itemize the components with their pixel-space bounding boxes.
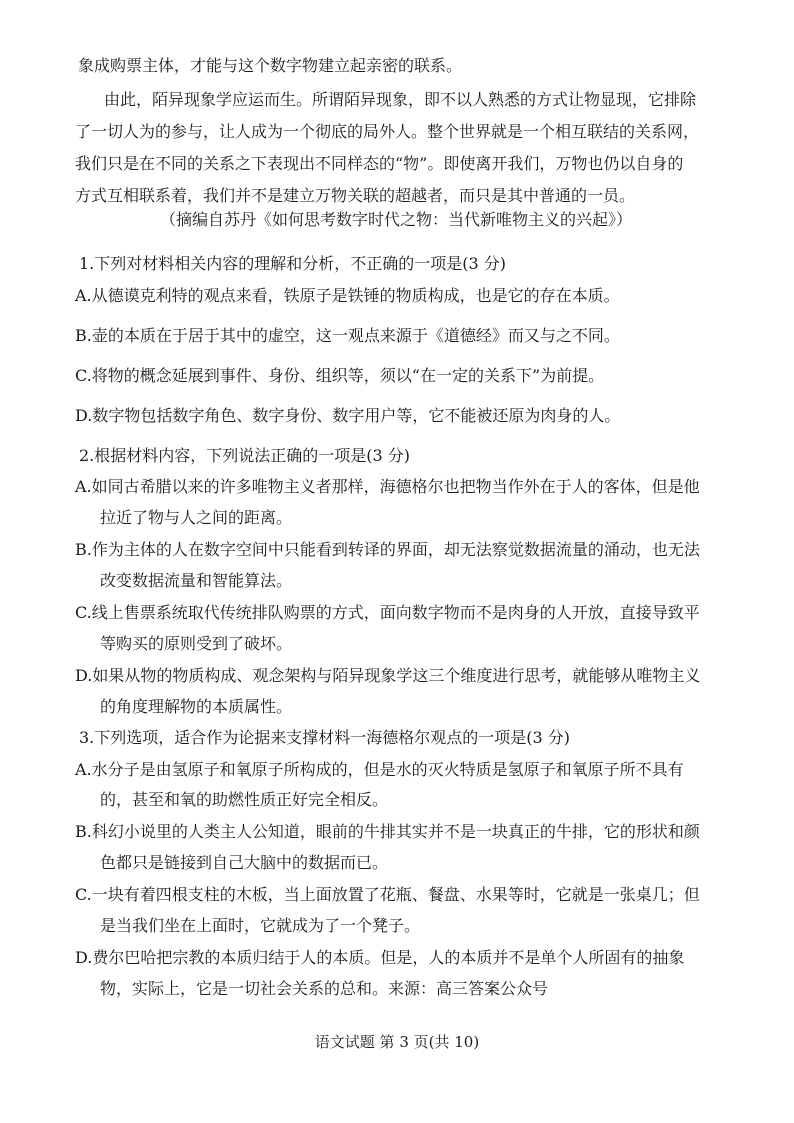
option-a-continued: 拉近了物与人之间的距离。 (100, 508, 293, 527)
passage-line: 象成购票主体，才能与这个数字物建立起亲密的联系。 (78, 56, 463, 75)
option-a-continued: 的，甚至和氧的助燃性质正好完全相反。 (100, 790, 389, 809)
option-c-continued: 是当我们坐在上面时，它就成为了一个凳子。 (100, 916, 421, 935)
question-stem: 3.下列选项，适合作为论据来支撑材料一海德格尔观点的一项是(3 分) (79, 728, 571, 747)
option-d: D.费尔巴哈把宗教的本质归结于人的本质。但是，人的本质并不是单个人所固有的抽象 (75, 948, 685, 967)
page-footer: 语文试题 第 3 页(共 10) (314, 1033, 480, 1051)
option-c: C.将物的概念延展到事件、身份、组织等，须以“在一定的关系下”为前提。 (75, 366, 605, 385)
option-b: B.科幻小说里的人类主人公知道，眼前的牛排其实并不是一块真正的牛排，它的形状和颜 (75, 822, 700, 841)
question-stem: 2.根据材料内容，下列说法正确的一项是(3 分) (79, 446, 411, 465)
option-c: C.线上售票系统取代传统排队购票的方式，面向数字物而不是肉身的人开放，直接导致平 (75, 603, 700, 622)
option-b-continued: 改变数据流量和智能算法。 (100, 571, 293, 590)
option-c: C.一块有着四根支柱的木板，当上面放置了花瓶、餐盘、水果等时，它就是一张桌几；但 (75, 885, 700, 904)
option-d-continued: 的角度理解物的本质属性。 (100, 697, 293, 716)
option-d: D.如果从物的物质构成、观念架构与陌异现象学这三个维度进行思考，就能够从唯物主义 (75, 666, 701, 685)
passage-line: 了一切人为的参与，让人成为一个彻底的局外人。整个世界就是一个相互联结的关系网， (75, 122, 700, 141)
passage-line: 我们只是在不同的关系之下表现出不同样态的“物”。即使离开我们，万物也仍以自身的 (75, 154, 684, 173)
option-d: D.数字物包括数字角色、数字身份、数字用户等，它不能被还原为肉身的人。 (75, 406, 621, 425)
option-a: A.从德谟克利特的观点来看，铁原子是铁锤的物质构成，也是它的存在本质。 (75, 286, 620, 305)
option-b-continued: 色都只是链接到自己大脑中的数据而已。 (100, 853, 389, 872)
option-d-continued: 物，实际上，它是一切社会关系的总和。来源：高三答案公众号 (100, 979, 549, 998)
option-b: B.作为主体的人在数字空间中只能看到转译的界面，却无法察觉数据流量的涌动，也无法 (75, 540, 700, 559)
option-a: A.水分子是由氢原子和氧原子所构成的，但是水的灭火特质是氢原子和氧原子所不具有 (75, 760, 684, 779)
passage-line: 由此，陌异现象学应运而生。所谓陌异现象，即不以人熟悉的方式让物显现，它排除 (104, 90, 697, 109)
passage-source: （摘编自苏丹《如何思考数字时代之物：当代新唯物主义的兴起》） (160, 210, 633, 229)
option-a: A.如同古希腊以来的许多唯物主义者那样，海德格尔也把物当作外在于人的客体，但是他 (75, 477, 700, 496)
option-b: B.壶的本质在于居于其中的虚空，这一观点来源于《道德经》而又与之不同。 (75, 326, 620, 345)
passage-line: 方式互相联系着，我们并不是建立万物关联的超越者，而只是其中普通的一员。 (75, 186, 636, 205)
question-stem: 1.下列对材料相关内容的理解和分析，不正确的一项是(3 分) (79, 254, 507, 273)
option-c-continued: 等购买的原则受到了破坏。 (100, 634, 293, 653)
